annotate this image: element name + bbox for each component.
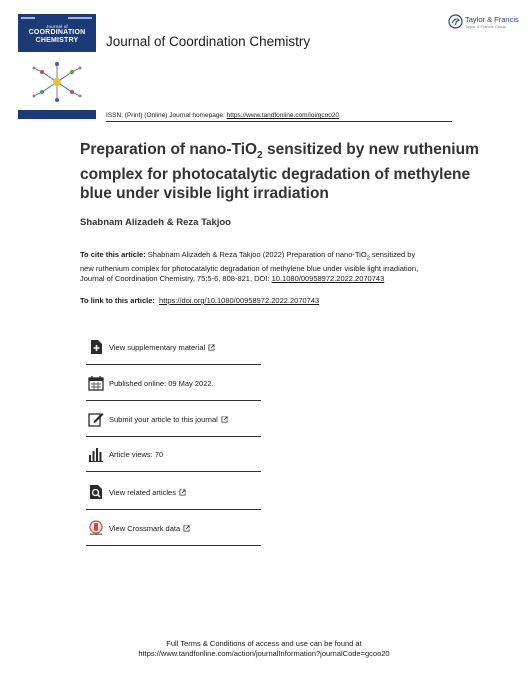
crossmark-icon bbox=[88, 520, 104, 536]
molecule-illustration bbox=[28, 58, 86, 106]
search-document-icon bbox=[88, 484, 104, 500]
cover-title-small: Journal of bbox=[46, 24, 68, 29]
footer-terms-link[interactable]: https://www.tandfonline.com/action/journalInformation?journalCode=gcoo20 bbox=[138, 649, 390, 658]
citation-text-part1: Shabnam Alizadeh & Reza Takjoo (2022) Preparation of nano-TiO bbox=[145, 250, 367, 259]
plus-document-icon bbox=[88, 339, 104, 355]
article-title-part1: Preparation of nano-TiO bbox=[80, 141, 258, 158]
related-articles-link[interactable] bbox=[86, 476, 261, 510]
published-online-label: Published online: 09 May 2022. bbox=[109, 379, 214, 388]
related-articles-label: View related articles bbox=[109, 488, 176, 497]
citation-doi-link[interactable]: 10.1080/00958972.2022.2070743 bbox=[271, 273, 385, 283]
issn-line bbox=[106, 112, 339, 119]
pencil-edit-icon bbox=[88, 411, 104, 427]
citation-block bbox=[80, 250, 425, 284]
row-divider bbox=[86, 545, 261, 546]
crossmark-link[interactable] bbox=[86, 512, 261, 546]
citation-label: To cite this article: bbox=[80, 250, 146, 259]
journal-cover-image bbox=[18, 14, 96, 118]
external-link-icon bbox=[179, 489, 186, 496]
row-divider bbox=[86, 471, 261, 472]
article-views-label: Article views: 70 bbox=[109, 450, 164, 459]
supplementary-material-link[interactable] bbox=[86, 331, 261, 365]
row-divider bbox=[86, 400, 261, 401]
article-authors: Shabnam Alizadeh & Reza Takjoo bbox=[80, 217, 231, 228]
crossmark-label: View Crossmark data bbox=[109, 524, 181, 533]
article-title bbox=[80, 140, 480, 203]
bar-chart-icon bbox=[88, 446, 104, 462]
row-divider bbox=[86, 364, 261, 365]
citation-subscript: 2 bbox=[366, 255, 370, 262]
journal-title[interactable]: Journal of Coordination Chemistry bbox=[106, 34, 311, 49]
journal-homepage-link[interactable]: https://www.tandfonline.com/loi/gcoo20 bbox=[226, 112, 340, 119]
article-views-info bbox=[86, 438, 261, 472]
article-link-line bbox=[80, 296, 319, 305]
article-doi-link[interactable]: https://doi.org/10.1080/00958972.2022.2070743 bbox=[159, 296, 320, 305]
header-divider bbox=[106, 121, 452, 122]
cover-title-line2: CHEMISTRY bbox=[35, 37, 79, 44]
article-title-subscript: 2 bbox=[257, 150, 263, 162]
row-divider bbox=[86, 509, 261, 510]
submit-article-label: Submit your article to this journal bbox=[109, 415, 218, 424]
cover-underline-bar bbox=[18, 110, 96, 119]
publisher-logo-subtext: Taylor & Francis Group bbox=[465, 24, 506, 29]
footer bbox=[0, 639, 528, 659]
external-link-icon bbox=[221, 416, 228, 423]
submit-article-link[interactable] bbox=[86, 403, 261, 437]
publisher-logo[interactable] bbox=[448, 14, 519, 36]
link-label: To link to this article: bbox=[80, 296, 155, 305]
external-link-icon bbox=[183, 525, 190, 532]
citation-text-part2: sensitized by new ruthenium complex for photocatalytic degradation of methylene blue under visible light irradiation, Journal of Coordination Chemistry, 75:5-6, 808-821, DOI: bbox=[80, 250, 419, 283]
publisher-logo-icon bbox=[448, 14, 463, 29]
publisher-logo-text: Taylor & Francis bbox=[465, 15, 519, 24]
external-link-icon bbox=[208, 344, 215, 351]
row-divider bbox=[86, 436, 261, 437]
published-online-info bbox=[86, 367, 261, 401]
article-title-part2: sensitized by new ruthenium complex for photocatalytic degradation of methylene blue under visible light irradiation bbox=[80, 141, 479, 203]
issn-label: ISSN: (Print) (Online) Journal homepage: bbox=[106, 112, 227, 119]
cover-title-line1: COORDINATION bbox=[28, 29, 86, 36]
supplementary-material-label: View supplementary material bbox=[109, 343, 206, 352]
footer-terms-text: Full Terms & Conditions of access and use can be found at bbox=[166, 639, 362, 648]
calendar-icon bbox=[88, 375, 104, 391]
